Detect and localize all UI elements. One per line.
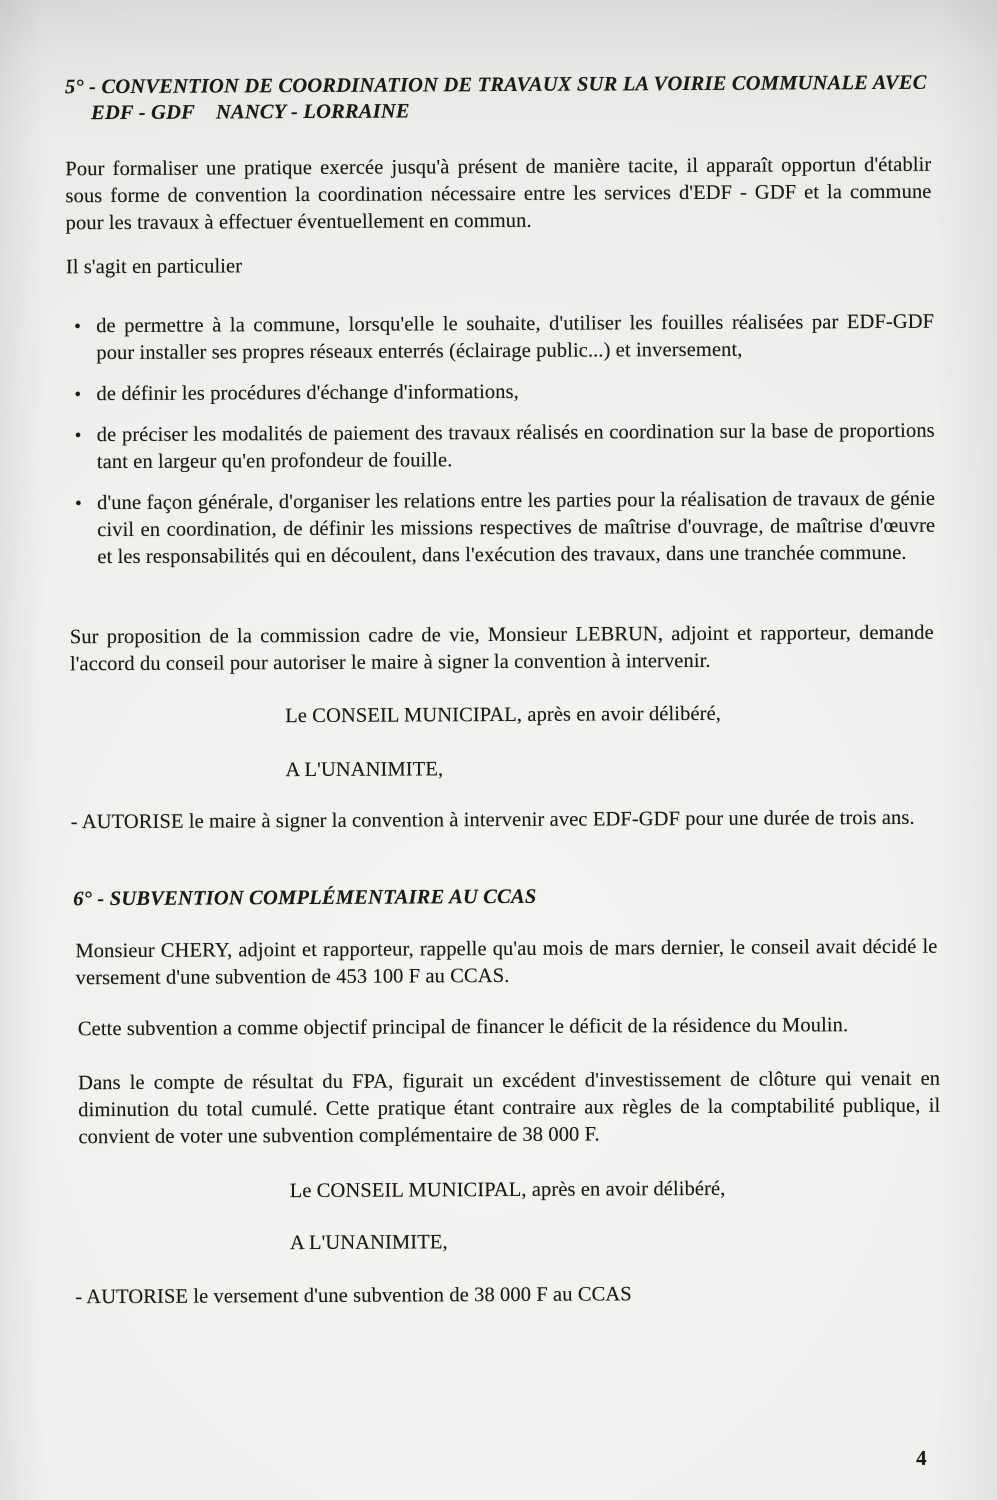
subvention-recall-paragraph: Monsieur CHERY, adjoint et rapporteur, rappelle qu'au mois de mars dernier, le conseil avait décidé le versement d'une subvention de 453 100 F au CCAS. — [75, 935, 938, 990]
bullet-item-procedures: • de définir les procédures d'échange d'informations, — [66, 377, 934, 409]
resolution-authorize-payment: - AUTORISE le versement d'une subvention de 38 000 F au CCAS — [75, 1283, 632, 1309]
bullet-item-paiement: • de préciser les modalités de paiement des travaux réalisés en coordination sur la base de proportions tant en largeur qu'en profondeur de fouille. — [67, 418, 935, 477]
section-5-heading — [65, 70, 945, 127]
section-5-heading-line-2: EDF - GDF NANCY - LORRAINE — [90, 100, 410, 125]
unanimity-line-2: A L'UNANIMITE, — [289, 1231, 448, 1255]
unanimity-line-1: A L'UNANIMITE, — [285, 758, 444, 782]
lead-in-text: Il s'agit en particulier — [65, 255, 243, 279]
council-deliberation-line-1: Le CONSEIL MUNICIPAL, après en avoir délibéré, — [285, 702, 722, 728]
intro-paragraph: Pour formaliser une pratique exercée jusqu'à présent de manière tacite, il apparaît opportun d'établir sous forme de convention la coordination nécessaire entre les services d'EDF - GDF et la commune pour les travaux à effectuer éventuellement en commun. — [65, 153, 932, 235]
bullet-list — [66, 309, 935, 586]
subvention-explanation-paragraph: Dans le compte de résultat du FPA, figurait un excédent d'investissement de clôture qui venait en diminution du total cumulé. Cette pratique étant contraire aux règles de la comptabilité publique, il convient de voter une subvention complémentaire de 38 000 F. — [78, 1067, 941, 1149]
bullet-item-fouilles: • de permettre à la commune, lorsqu'elle le souhaite, d'utiliser les fouilles réalisées par EDF-GDF pour installer ses propres réseaux enterrés (éclairage public...) et inversement, — [66, 309, 934, 368]
section-6-heading: 6° - SUBVENTION COMPLÉMENTAIRE AU CCAS — [73, 885, 537, 911]
proposal-paragraph: Sur proposition de la commission cadre de vie, Monsieur LEBRUN, adjoint et rapporteur, demande l'accord du conseil pour autoriser le maire à signer la convention à intervenir. — [69, 621, 934, 676]
bullet-item-relations: • d'une façon générale, d'organiser les relations entre les parties pour la réalisation de travaux de génie civil en coordination, de définir les missions respectives de maîtrise d'ouvrage, de maîtrise d'œuvre et les responsabilités qui en découlent, dans l'exécution des travaux, dans une tranchée commune. — [67, 486, 935, 572]
council-deliberation-line-2: Le CONSEIL MUNICIPAL, après en avoir délibéré, — [289, 1177, 726, 1203]
page-number: 4 — [916, 1445, 927, 1470]
subvention-objective-paragraph: Cette subvention a comme objectif principal de financer le déficit de la résidence du Moulin. — [77, 1014, 849, 1041]
section-5-heading-line-1: 5° - CONVENTION DE COORDINATION DE TRAVAUX SUR LA VOIRIE COMMUNALE AVEC — [64, 71, 927, 99]
resolution-authorize-convention: - AUTORISE le maire à signer la convention à intervenir avec EDF-GDF pour une durée de trois ans. — [70, 806, 915, 834]
